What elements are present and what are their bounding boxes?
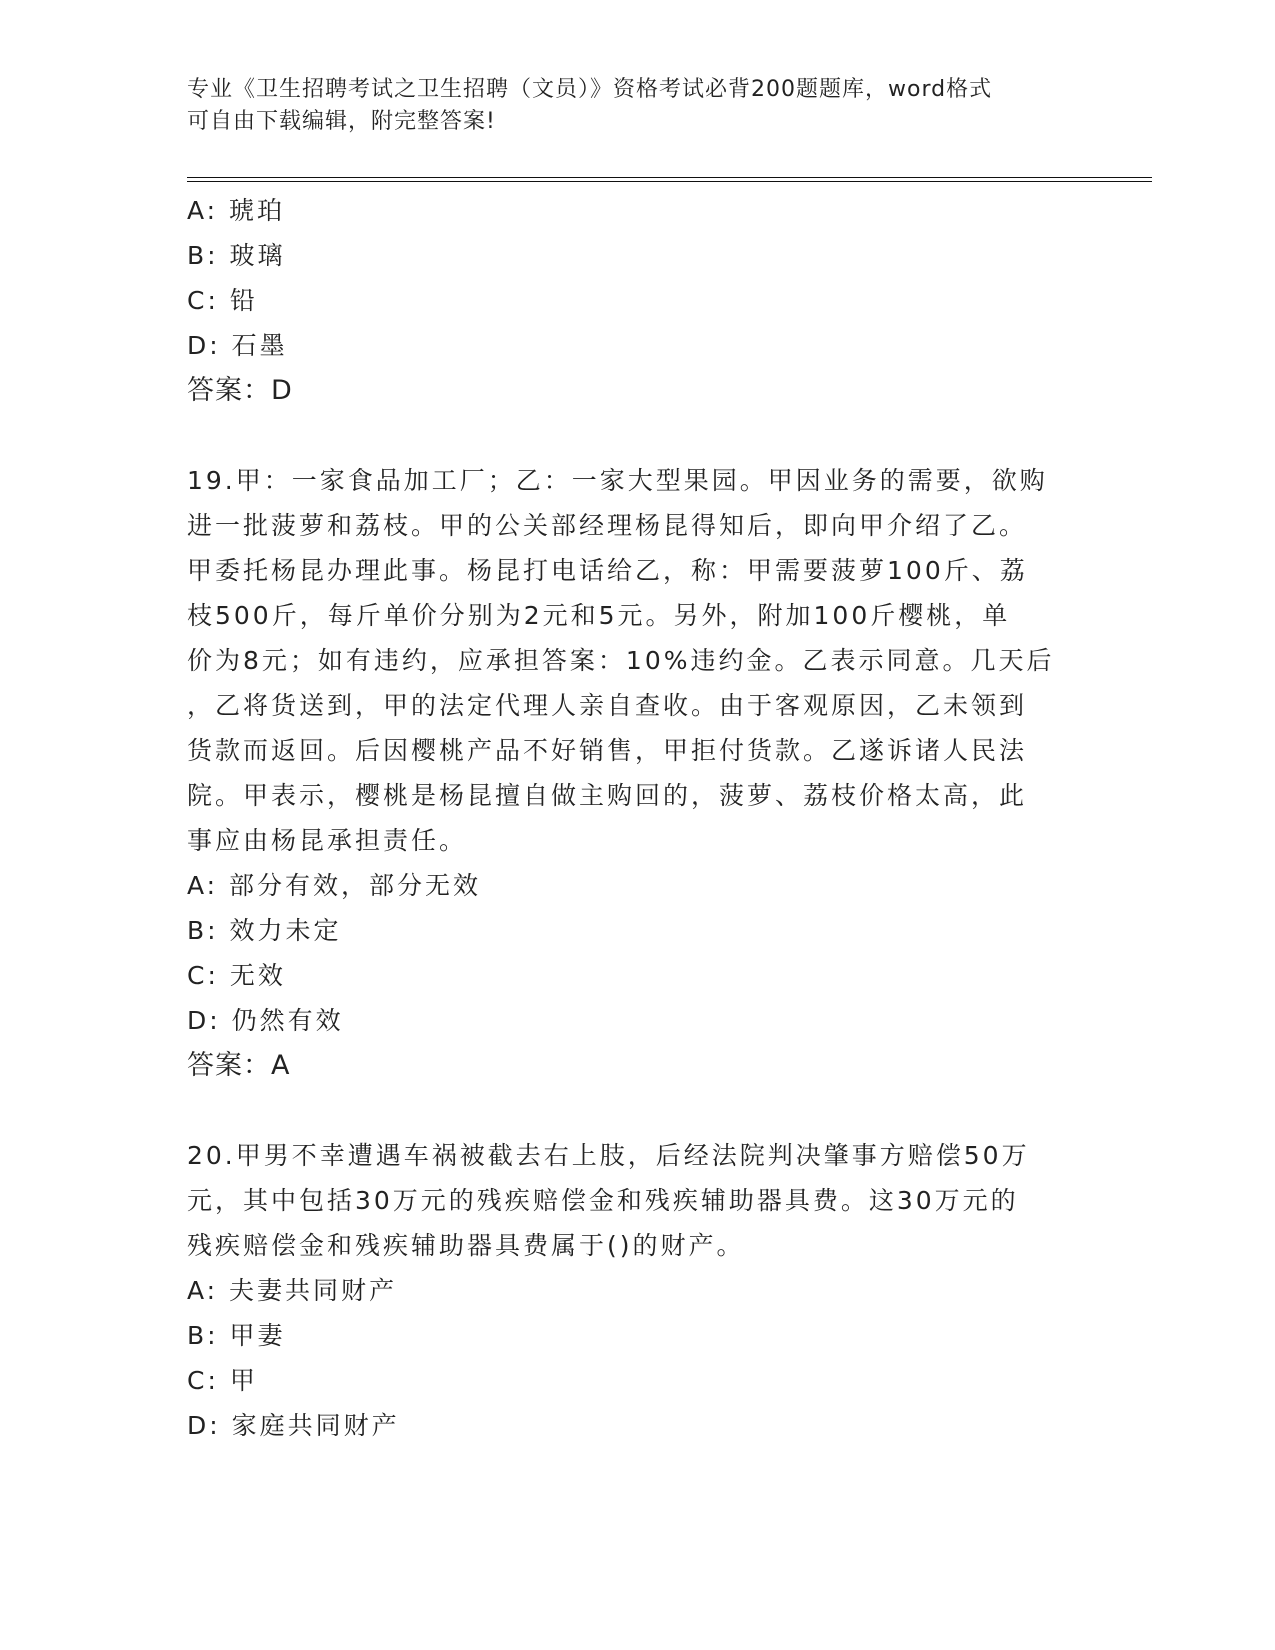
option-d: D: 仍然有效 <box>187 1006 344 1035</box>
option-a: A: 夫妻共同财产 <box>187 1276 398 1305</box>
question-text <box>187 1133 1067 1268</box>
question-line: 19.甲：一家食品加工厂；乙：一家大型果园。甲因业务的需要，欲购 <box>187 466 1048 495</box>
option-a: A: 部分有效，部分无效 <box>187 871 482 900</box>
question-line: 20.甲男不幸遭遇车祸被截去右上肢，后经法院判决肇事方赔偿50万 <box>187 1141 1030 1170</box>
option-d: D: 家庭共同财产 <box>187 1411 400 1440</box>
question-20 <box>187 1133 1067 1448</box>
option-d: D: 石墨 <box>187 331 288 360</box>
header-line-2: 可自由下载编辑，附完整答案! <box>187 109 496 134</box>
question-line: 元，其中包括30万元的残疾赔偿金和残疾辅助器具费。这30万元的 <box>187 1186 1019 1215</box>
option-c: C: 甲 <box>187 1366 258 1395</box>
option-c: C: 铅 <box>187 286 258 315</box>
header-divider-bottom <box>187 181 1152 182</box>
question-line: 枝500斤，每斤单价分别为2元和5元。另外，附加100斤樱桃，单 <box>187 601 1011 630</box>
option-b: B: 甲妻 <box>187 1321 286 1350</box>
answer-line: 答案：D <box>187 375 293 406</box>
header-line-1: 专业《卫生招聘考试之卫生招聘（文员）》资格考试必背200题题库，word格式 <box>187 77 993 102</box>
question-text <box>187 458 1067 863</box>
question-18 <box>187 188 1067 413</box>
option-b: B: 效力未定 <box>187 916 342 945</box>
question-line: 院。甲表示，樱桃是杨昆擅自做主购回的，菠萝、荔枝价格太高，此 <box>187 781 1028 810</box>
question-line: 进一批菠萝和荔枝。甲的公关部经理杨昆得知后，即向甲介绍了乙。 <box>187 511 1028 540</box>
header-divider-top <box>187 177 1152 178</box>
question-19 <box>187 458 1067 1088</box>
spacer <box>187 1088 1067 1133</box>
question-line: 残疾赔偿金和残疾辅助器具费属于()的财产。 <box>187 1231 745 1260</box>
option-b: B: 玻璃 <box>187 241 286 270</box>
option-c: C: 无效 <box>187 961 286 990</box>
question-line: ，乙将货送到，甲的法定代理人亲自查收。由于客观原因，乙未领到 <box>187 691 1028 720</box>
question-line: 事应由杨昆承担责任。 <box>187 826 468 855</box>
spacer <box>187 413 1067 458</box>
question-line: 货款而返回。后因樱桃产品不好销售，甲拒付货款。乙遂诉诸人民法 <box>187 736 1028 765</box>
document-body <box>187 188 1067 1448</box>
question-line: 甲委托杨昆办理此事。杨昆打电话给乙，称：甲需要菠萝100斤、荔 <box>187 556 1028 585</box>
option-a: A: 琥珀 <box>187 196 286 225</box>
question-line: 价为8元；如有违约，应承担答案：10%违约金。乙表示同意。几天后 <box>187 646 1055 675</box>
document-header <box>187 74 1067 138</box>
answer-line: 答案：A <box>187 1050 291 1081</box>
